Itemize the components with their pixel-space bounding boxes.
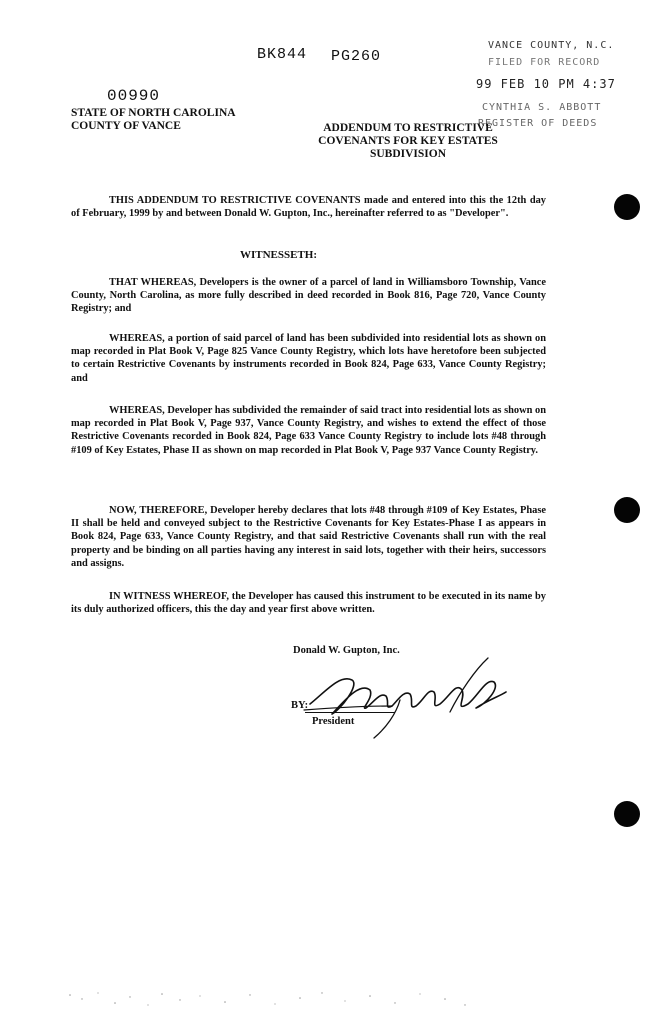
signatory-company: Donald W. Gupton, Inc. — [293, 645, 400, 656]
title-line: ADDENDUM TO RESTRICTIVE — [323, 122, 493, 134]
therefore-paragraph: NOW, THEREFORE, Developer hereby declares that lots #48 through #109 of Key Estates, Phase II shall be held and conveyed subject to the Restrictive Covenants for Key Estates-Phase I as appears in Book 824, Page 633, Vance County Registry, and that said Restrictive Covenants shall run with the real property and be binding on all parties having any interest in said lots, together with their heirs, successors and assigns. — [71, 505, 546, 569]
state-heading: STATE OF NORTH CAROLINA — [71, 107, 236, 119]
witnesseth-heading: WITNESSETH: — [240, 249, 318, 261]
binder-hole — [614, 194, 640, 220]
title-line: COVENANTS FOR KEY ESTATES — [318, 135, 498, 147]
intro-paragraph: THIS ADDENDUM TO RESTRICTIVE COVENANTS made and entered into this the 12th day of February, 1999 by and between Donald W. Gupton, Inc., hereinafter referred to as "Developer". — [71, 195, 546, 220]
stamp-datetime: 99 FEB 10 PM 4:37 — [476, 77, 616, 91]
document-number: 00990 — [107, 87, 161, 105]
stamp-filed: FILED FOR RECORD — [488, 57, 601, 68]
by-label: BY: — [291, 700, 309, 711]
whereas-paragraph-3: WHEREAS, Developer has subdivided the remainder of said tract into residential lots as shown on map recorded in Plat Book V, Page 937, Vance County Registry, and wishes to extend the effect of those Restrictive Covenants recorded in Book 824, Page 633 Vance County Registry to include lots #48 through #109 of Key Estates, Phase II as shown on map recorded in Plat Book V, Page 937 Vance County Registry. — [71, 405, 546, 456]
witness-paragraph: IN WITNESS WHEREOF, the Developer has caused this instrument to be executed in its name by its duly authorized officers, this the day and year first above written. — [71, 591, 546, 616]
handwritten-signature — [300, 652, 520, 742]
county-heading: COUNTY OF VANCE — [71, 120, 181, 132]
scan-noise — [60, 985, 480, 1015]
book-number: BK844 — [257, 46, 308, 63]
signatory-title: President — [312, 716, 355, 727]
stamp-register-name: CYNTHIA S. ABBOTT — [482, 102, 602, 113]
whereas-paragraph-2: WHEREAS, a portion of said parcel of land has been subdivided into residential lots as shown on map recorded in Plat Book V, Page 825 Vance County Registry, which lots have heretofore been subjected to certain Restrictive Covenants by instruments recorded in Book 824, Page 633, Vance County Registry; and — [71, 333, 546, 384]
page-number: PG260 — [331, 48, 382, 65]
stamp-county: VANCE COUNTY, N.C. — [488, 40, 615, 51]
document-title — [308, 122, 508, 161]
binder-hole — [614, 801, 640, 827]
binder-hole — [614, 497, 640, 523]
title-line: SUBDIVISION — [369, 148, 447, 160]
stamp-register-title: REGISTER OF DEEDS — [478, 118, 598, 129]
whereas-paragraph-1: THAT WHEREAS, Developers is the owner of a parcel of land in Williamsboro Township, Vance County, North Carolina, as more fully described in deed recorded in Book 816, Page 720, Vance County Registry; and — [71, 277, 546, 315]
